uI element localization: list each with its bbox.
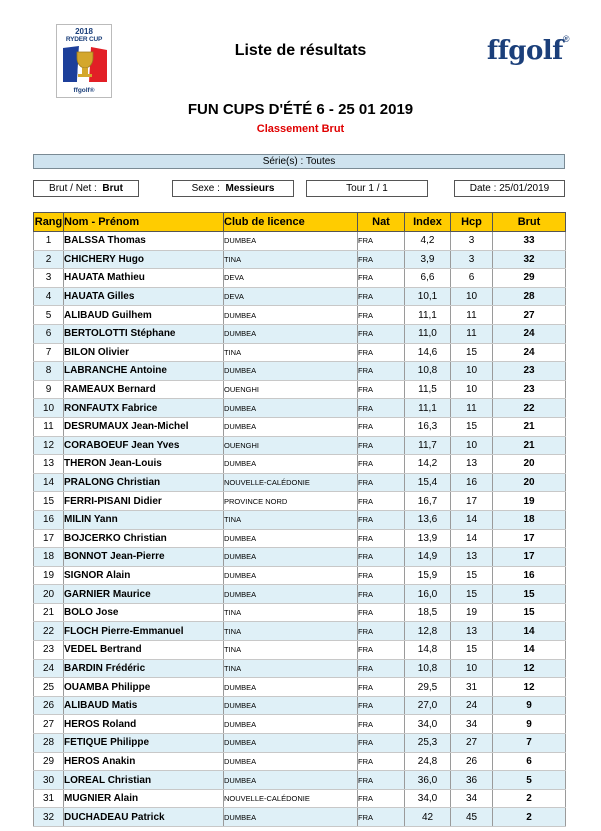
- cell-brut: 22: [493, 399, 566, 418]
- cell-rang: 1: [34, 232, 64, 251]
- cell-club: DUMBEA: [224, 324, 358, 343]
- cell-nom: DESRUMAUX Jean-Michel: [64, 417, 224, 436]
- cell-nat: FRA: [358, 380, 405, 399]
- cell-brut: 21: [493, 436, 566, 455]
- cell-index: 4,2: [405, 232, 451, 251]
- cell-brut: 17: [493, 529, 566, 548]
- cell-club: TINA: [224, 641, 358, 660]
- cell-nat: FRA: [358, 734, 405, 753]
- cell-nat: FRA: [358, 492, 405, 511]
- cell-nat: FRA: [358, 696, 405, 715]
- cell-brut: 24: [493, 324, 566, 343]
- table-row: [34, 250, 566, 269]
- competition-title: FUN CUPS D'ÉTÉ 6 - 25 01 2019: [187, 101, 414, 118]
- cell-hcp: 36: [451, 771, 493, 790]
- cell-brut: 12: [493, 659, 566, 678]
- cell-nat: FRA: [358, 808, 405, 827]
- col-index: Index: [405, 213, 451, 232]
- table-row: [34, 380, 566, 399]
- cell-brut: 33: [493, 232, 566, 251]
- cell-nom: CHICHERY Hugo: [64, 250, 224, 269]
- cell-rang: 31: [34, 789, 64, 808]
- cell-nom: LOREAL Christian: [64, 771, 224, 790]
- cell-nom: FETIQUE Philippe: [64, 734, 224, 753]
- cell-index: 14,2: [405, 455, 451, 474]
- cell-rang: 16: [34, 510, 64, 529]
- cell-brut: 20: [493, 473, 566, 492]
- cell-index: 16,7: [405, 492, 451, 511]
- cell-nom: VEDEL Bertrand: [64, 641, 224, 660]
- cell-hcp: 13: [451, 455, 493, 474]
- table-row: [34, 659, 566, 678]
- cell-nom: BARDIN Frédéric: [64, 659, 224, 678]
- cell-hcp: 15: [451, 566, 493, 585]
- cell-hcp: 19: [451, 603, 493, 622]
- cell-hcp: 15: [451, 585, 493, 604]
- cell-nom: SIGNOR Alain: [64, 566, 224, 585]
- cell-nat: FRA: [358, 752, 405, 771]
- cell-club: TINA: [224, 250, 358, 269]
- table-row: [34, 603, 566, 622]
- cell-nat: FRA: [358, 269, 405, 288]
- cell-club: OUENGHI: [224, 436, 358, 455]
- cell-hcp: 26: [451, 752, 493, 771]
- col-rang: Rang: [34, 213, 64, 232]
- cell-brut: 14: [493, 622, 566, 641]
- cell-index: 11,5: [405, 380, 451, 399]
- cell-club: DUMBEA: [224, 771, 358, 790]
- results-table: [33, 212, 566, 827]
- cell-club: DUMBEA: [224, 232, 358, 251]
- cell-rang: 24: [34, 659, 64, 678]
- table-header: [34, 213, 566, 232]
- cell-rang: 10: [34, 399, 64, 418]
- cell-brut: 18: [493, 510, 566, 529]
- cell-index: 11,1: [405, 306, 451, 325]
- cell-nat: FRA: [358, 324, 405, 343]
- cell-club: TINA: [224, 622, 358, 641]
- cell-index: 14,6: [405, 343, 451, 362]
- cell-club: DUMBEA: [224, 752, 358, 771]
- table-row: [34, 362, 566, 381]
- cell-club: DEVA: [224, 287, 358, 306]
- table-row: [34, 287, 566, 306]
- cell-nat: FRA: [358, 306, 405, 325]
- table-row: [34, 678, 566, 697]
- cell-hcp: 17: [451, 492, 493, 511]
- cell-nat: FRA: [358, 715, 405, 734]
- cell-brut: 27: [493, 306, 566, 325]
- cell-club: DEVA: [224, 269, 358, 288]
- table-row: [34, 566, 566, 585]
- cell-club: TINA: [224, 343, 358, 362]
- cell-nat: FRA: [358, 455, 405, 474]
- cell-brut: 2: [493, 808, 566, 827]
- cell-index: 11,7: [405, 436, 451, 455]
- table-row: [34, 436, 566, 455]
- cell-club: TINA: [224, 603, 358, 622]
- cell-hcp: 11: [451, 399, 493, 418]
- cell-club: DUMBEA: [224, 696, 358, 715]
- cell-hcp: 3: [451, 250, 493, 269]
- cell-nat: FRA: [358, 232, 405, 251]
- cell-hcp: 15: [451, 417, 493, 436]
- cell-nat: FRA: [358, 417, 405, 436]
- cell-index: 3,9: [405, 250, 451, 269]
- cell-index: 24,8: [405, 752, 451, 771]
- cell-nat: FRA: [358, 287, 405, 306]
- table-row: [34, 324, 566, 343]
- cell-nat: FRA: [358, 436, 405, 455]
- cell-nom: FERRI-PISANI Didier: [64, 492, 224, 511]
- table-row: [34, 529, 566, 548]
- cell-hcp: 16: [451, 473, 493, 492]
- cell-hcp: 10: [451, 287, 493, 306]
- cell-nom: CORABOEUF Jean Yves: [64, 436, 224, 455]
- cell-brut: 15: [493, 603, 566, 622]
- cell-nat: FRA: [358, 771, 405, 790]
- cell-brut: 29: [493, 269, 566, 288]
- cell-index: 6,6: [405, 269, 451, 288]
- cell-hcp: 27: [451, 734, 493, 753]
- cell-club: DUMBEA: [224, 306, 358, 325]
- cell-brut: 28: [493, 287, 566, 306]
- cell-index: 34,0: [405, 789, 451, 808]
- cell-hcp: 24: [451, 696, 493, 715]
- cell-brut: 16: [493, 566, 566, 585]
- cell-index: 14,9: [405, 548, 451, 567]
- cell-hcp: 14: [451, 529, 493, 548]
- cell-nom: BONNOT Jean-Pierre: [64, 548, 224, 567]
- cell-index: 27,0: [405, 696, 451, 715]
- cell-brut: 23: [493, 380, 566, 399]
- cell-hcp: 13: [451, 548, 493, 567]
- cell-hcp: 14: [451, 510, 493, 529]
- logo-text: RYDER CUP: [65, 36, 103, 43]
- cell-brut: 6: [493, 752, 566, 771]
- serie-bar: Série(s) : Toutes: [33, 154, 565, 169]
- cell-rang: 4: [34, 287, 64, 306]
- table-row: [34, 752, 566, 771]
- col-club: Club de licence: [224, 213, 358, 232]
- cell-nom: GARNIER Maurice: [64, 585, 224, 604]
- table-row: [34, 622, 566, 641]
- ranking-type: Classement Brut: [256, 123, 345, 135]
- cell-rang: 5: [34, 306, 64, 325]
- cell-rang: 12: [34, 436, 64, 455]
- cell-index: 29,5: [405, 678, 451, 697]
- table-row: [34, 548, 566, 567]
- cell-hcp: 15: [451, 641, 493, 660]
- cell-rang: 13: [34, 455, 64, 474]
- logo-year: 2018: [75, 27, 93, 36]
- cell-rang: 11: [34, 417, 64, 436]
- cell-hcp: 10: [451, 436, 493, 455]
- cell-club: DUMBEA: [224, 715, 358, 734]
- table-row: [34, 473, 566, 492]
- cell-club: DUMBEA: [224, 399, 358, 418]
- date-filter: Date : 25/01/2019: [454, 180, 565, 197]
- page-title: Liste de résultats: [234, 42, 367, 59]
- cell-hcp: 13: [451, 622, 493, 641]
- cell-index: 34,0: [405, 715, 451, 734]
- cell-nom: MILIN Yann: [64, 510, 224, 529]
- cell-index: 11,1: [405, 399, 451, 418]
- cell-club: DUMBEA: [224, 566, 358, 585]
- cell-club: OUENGHI: [224, 380, 358, 399]
- cell-brut: 7: [493, 734, 566, 753]
- cell-rang: 15: [34, 492, 64, 511]
- cell-nat: FRA: [358, 622, 405, 641]
- cell-hcp: 3: [451, 232, 493, 251]
- cell-nat: FRA: [358, 343, 405, 362]
- logo-brand: ffgolf®: [73, 87, 95, 94]
- cell-nat: FRA: [358, 473, 405, 492]
- cell-rang: 27: [34, 715, 64, 734]
- cell-hcp: 45: [451, 808, 493, 827]
- cell-rang: 20: [34, 585, 64, 604]
- cell-nom: FLOCH Pierre-Emmanuel: [64, 622, 224, 641]
- table-row: [34, 343, 566, 362]
- cell-nat: FRA: [358, 250, 405, 269]
- table-row: [34, 771, 566, 790]
- table-row: [34, 734, 566, 753]
- cell-rang: 22: [34, 622, 64, 641]
- cell-rang: 18: [34, 548, 64, 567]
- cell-nom: BOJCERKO Christian: [64, 529, 224, 548]
- cell-brut: 2: [493, 789, 566, 808]
- cell-rang: 14: [34, 473, 64, 492]
- cell-index: 15,9: [405, 566, 451, 585]
- cell-brut: 17: [493, 548, 566, 567]
- cell-club: NOUVELLE-CALÉDONIE: [224, 789, 358, 808]
- cell-hcp: 6: [451, 269, 493, 288]
- table-row: [34, 232, 566, 251]
- cell-club: DUMBEA: [224, 362, 358, 381]
- cell-nom: BERTOLOTTI Stéphane: [64, 324, 224, 343]
- cell-index: 13,6: [405, 510, 451, 529]
- cell-index: 10,8: [405, 659, 451, 678]
- cell-index: 15,4: [405, 473, 451, 492]
- cell-brut: 9: [493, 715, 566, 734]
- cell-rang: 23: [34, 641, 64, 660]
- cell-brut: 32: [493, 250, 566, 269]
- cell-index: 10,1: [405, 287, 451, 306]
- cell-rang: 7: [34, 343, 64, 362]
- cell-brut: 5: [493, 771, 566, 790]
- cell-hcp: 31: [451, 678, 493, 697]
- cell-club: DUMBEA: [224, 808, 358, 827]
- col-nat: Nat: [358, 213, 405, 232]
- cell-rang: 29: [34, 752, 64, 771]
- cell-hcp: 11: [451, 324, 493, 343]
- cell-index: 14,8: [405, 641, 451, 660]
- cell-nom: BOLO Jose: [64, 603, 224, 622]
- cell-brut: 19: [493, 492, 566, 511]
- cell-index: 16,3: [405, 417, 451, 436]
- cell-nom: BILON Olivier: [64, 343, 224, 362]
- cell-club: DUMBEA: [224, 529, 358, 548]
- cell-index: 16,0: [405, 585, 451, 604]
- cell-brut: 20: [493, 455, 566, 474]
- ffgolf-logo: ffgolf®: [486, 34, 569, 66]
- sexe-filter: Sexe : Messieurs: [172, 180, 294, 197]
- table-row: [34, 641, 566, 660]
- cell-rang: 2: [34, 250, 64, 269]
- cell-nom: ALIBAUD Matis: [64, 696, 224, 715]
- cell-nat: FRA: [358, 641, 405, 660]
- cell-nom: ALIBAUD Guilhem: [64, 306, 224, 325]
- cell-index: 11,0: [405, 324, 451, 343]
- cell-brut: 23: [493, 362, 566, 381]
- table-row: [34, 510, 566, 529]
- cell-hcp: 11: [451, 306, 493, 325]
- cell-rang: 9: [34, 380, 64, 399]
- cell-nat: FRA: [358, 659, 405, 678]
- cell-rang: 30: [34, 771, 64, 790]
- cell-nat: FRA: [358, 789, 405, 808]
- cell-nat: FRA: [358, 399, 405, 418]
- cell-nat: FRA: [358, 678, 405, 697]
- cell-nat: FRA: [358, 566, 405, 585]
- cell-nom: PRALONG Christian: [64, 473, 224, 492]
- cell-nom: OUAMBA Philippe: [64, 678, 224, 697]
- cell-nom: HEROS Roland: [64, 715, 224, 734]
- cell-rang: 19: [34, 566, 64, 585]
- cell-nom: LABRANCHE Antoine: [64, 362, 224, 381]
- cell-brut: 15: [493, 585, 566, 604]
- cell-rang: 28: [34, 734, 64, 753]
- table-row: [34, 455, 566, 474]
- cell-club: TINA: [224, 510, 358, 529]
- cell-nom: HAUATA Gilles: [64, 287, 224, 306]
- cell-hcp: 15: [451, 343, 493, 362]
- cell-hcp: 34: [451, 715, 493, 734]
- table-row: [34, 585, 566, 604]
- brut-net-filter: Brut / Net : Brut: [33, 180, 139, 197]
- cell-brut: 12: [493, 678, 566, 697]
- ryder-cup-logo: [56, 24, 112, 98]
- cell-nom: MUGNIER Alain: [64, 789, 224, 808]
- cell-nom: HEROS Anakin: [64, 752, 224, 771]
- cell-brut: 14: [493, 641, 566, 660]
- cell-nom: BALSSA Thomas: [64, 232, 224, 251]
- cell-club: NOUVELLE-CALÉDONIE: [224, 473, 358, 492]
- col-hcp: Hcp: [451, 213, 493, 232]
- cell-club: DUMBEA: [224, 678, 358, 697]
- cell-rang: 21: [34, 603, 64, 622]
- cell-index: 42: [405, 808, 451, 827]
- cell-index: 13,9: [405, 529, 451, 548]
- cell-club: TINA: [224, 659, 358, 678]
- cell-nat: FRA: [358, 362, 405, 381]
- cell-club: DUMBEA: [224, 734, 358, 753]
- table-row: [34, 696, 566, 715]
- cell-nat: FRA: [358, 510, 405, 529]
- cell-index: 18,5: [405, 603, 451, 622]
- cell-index: 12,8: [405, 622, 451, 641]
- cell-rang: 8: [34, 362, 64, 381]
- table-row: [34, 808, 566, 827]
- cell-index: 25,3: [405, 734, 451, 753]
- cell-hcp: 10: [451, 380, 493, 399]
- cell-rang: 3: [34, 269, 64, 288]
- cell-club: PROVINCE NORD: [224, 492, 358, 511]
- col-brut: Brut: [493, 213, 566, 232]
- cell-club: DUMBEA: [224, 455, 358, 474]
- cell-rang: 26: [34, 696, 64, 715]
- col-nom: Nom - Prénom: [64, 213, 224, 232]
- cell-nat: FRA: [358, 548, 405, 567]
- cell-nom: THERON Jean-Louis: [64, 455, 224, 474]
- table-row: [34, 492, 566, 511]
- cell-rang: 17: [34, 529, 64, 548]
- cell-rang: 6: [34, 324, 64, 343]
- cell-nom: DUCHADEAU Patrick: [64, 808, 224, 827]
- cell-nat: FRA: [358, 529, 405, 548]
- cell-index: 10,8: [405, 362, 451, 381]
- tour-filter: Tour 1 / 1: [306, 180, 428, 197]
- cell-brut: 24: [493, 343, 566, 362]
- table-row: [34, 417, 566, 436]
- cell-nat: FRA: [358, 585, 405, 604]
- cell-club: DUMBEA: [224, 585, 358, 604]
- cell-hcp: 10: [451, 362, 493, 381]
- cell-nat: FRA: [358, 603, 405, 622]
- cell-nom: HAUATA Mathieu: [64, 269, 224, 288]
- cell-rang: 32: [34, 808, 64, 827]
- cell-nom: RONFAUTX Fabrice: [64, 399, 224, 418]
- cell-club: DUMBEA: [224, 548, 358, 567]
- cell-brut: 9: [493, 696, 566, 715]
- table-row: [34, 715, 566, 734]
- cell-brut: 21: [493, 417, 566, 436]
- cell-club: DUMBEA: [224, 417, 358, 436]
- cell-nom: RAMEAUX Bernard: [64, 380, 224, 399]
- cell-hcp: 34: [451, 789, 493, 808]
- cell-rang: 25: [34, 678, 64, 697]
- table-row: [34, 789, 566, 808]
- table-row: [34, 399, 566, 418]
- table-row: [34, 306, 566, 325]
- table-row: [34, 269, 566, 288]
- cell-hcp: 10: [451, 659, 493, 678]
- cell-index: 36,0: [405, 771, 451, 790]
